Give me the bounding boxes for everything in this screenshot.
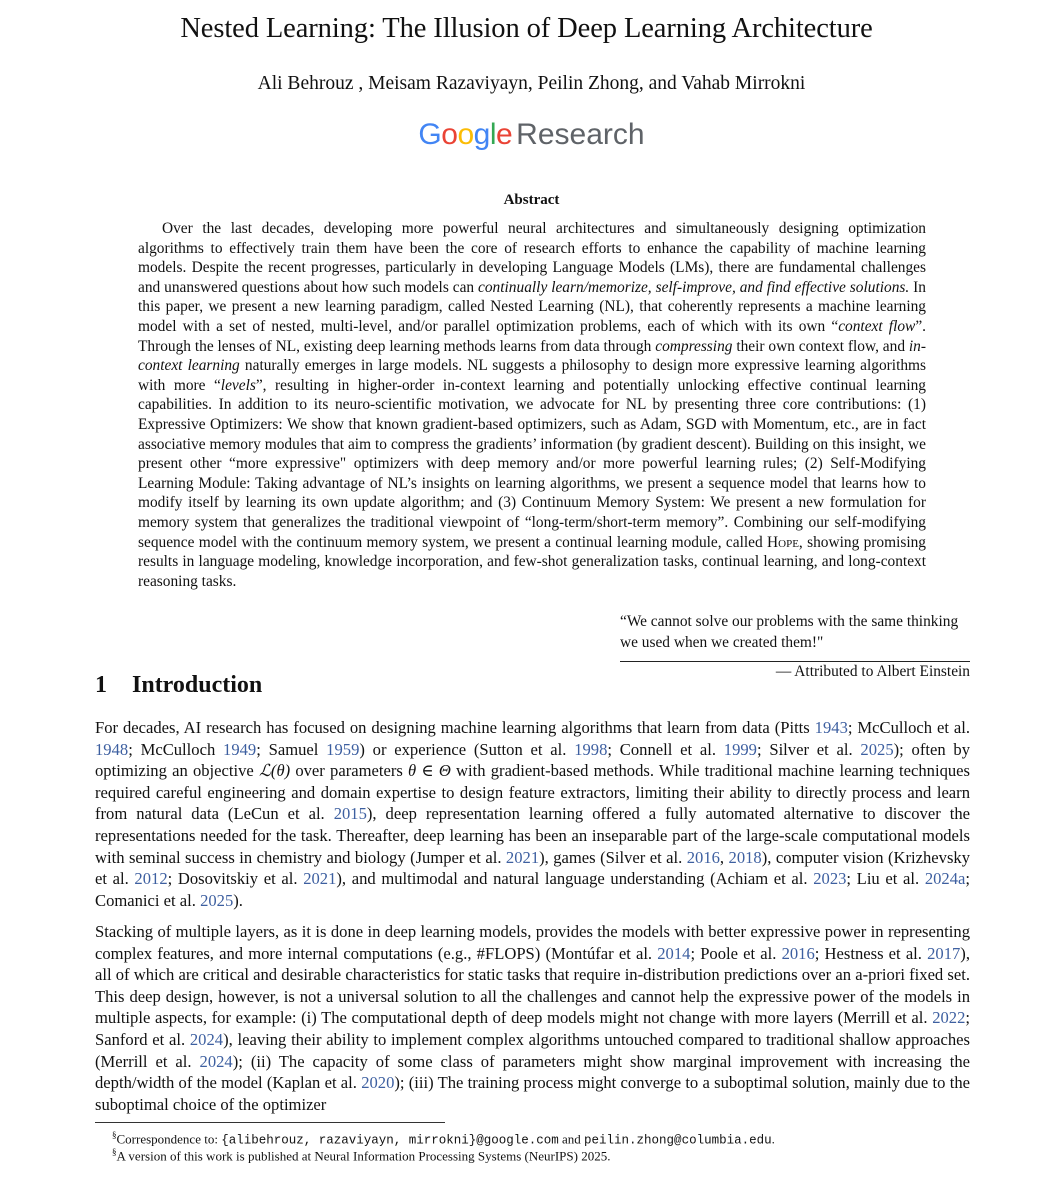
- epigraph-rule: [620, 661, 970, 662]
- section-number: 1: [95, 672, 107, 698]
- citation-link[interactable]: 2020: [361, 1073, 395, 1093]
- footnote-text: Correspondence to:: [116, 1131, 222, 1147]
- section-title: Introduction: [132, 672, 263, 698]
- paragraph-text: ; Liu et al.: [846, 869, 925, 889]
- paragraph-text: Stacking of multiple layers, as it is done in deep learning models, provides the models with better expressive power in representing complex features, and more internal computations (e.g., #FLOPS) (Montúfar et al.: [95, 922, 970, 963]
- citation-link[interactable]: 2012: [134, 869, 168, 889]
- paragraph-text: ), deep representation learning offered a fully automated alternative to discover the representations needed for the task. Thereafter, deep learning has been an inseparable part of the large-scale computational models with seminal success in chemistry and biology (Jumper et al.: [95, 804, 970, 867]
- footnote-mark: §: [112, 1147, 117, 1157]
- abstract-text: ”, resulting in higher-order in-context learning and potentially unlocking effective continual learning capabilities. In addition to its neuro-scientific motivation, we advocate for NL by presenting three core contributions: (1) Expressive Optimizers: We show that known gradient-based optimizers, such as Adam, SGD with Momentum, etc., are in fact associative memory modules that aim to compress the gradients’ information (by gradient descent). Building on this insight, we present other “more expressive" optimizers with deep memory and/or more powerful learning rules; (2) Self-Modifying Learning Module: Taking advantage of NL’s insights on learning algorithms, we present a sequence model that learns how to modify itself by learning its own update algorithm; and (3) Continuum Memory System: We present a new formulation for memory system that generalizes the traditional viewpoint of “long-term/short-term memory”. Combining our self-modifying sequence model with the continuum memory system, we present a continual learning module, called: [138, 376, 926, 551]
- abstract-text: , showing promising results in language modeling, knowledge incorporation, and few-shot generalization tasks, continual learning, and long-context reasoning tasks.: [138, 533, 927, 590]
- paragraph-text: ), computer vision (Krizhevsky et al.: [95, 847, 970, 889]
- abstract-text: In this paper, we present a new learning paradigm, called Nested Learning (NL), that coherently represents a machine learning model with a set of nested, multi-level, and/or parallel optimization problems, each of which with its own “: [138, 278, 926, 335]
- paragraph-text: ).: [233, 890, 243, 910]
- abstract-emphasis: levels: [220, 376, 256, 394]
- abstract-emphasis: continually learn/memorize, self-improve, and find effective solutions.: [478, 278, 910, 296]
- intro-paragraph-1: [95, 717, 970, 911]
- citation-link[interactable]: 2024: [199, 1051, 233, 1071]
- paragraph-text: ) or experience (Sutton et al.: [359, 739, 575, 759]
- abstract-text: their own context flow, and: [732, 337, 909, 355]
- footnote-text: .: [771, 1131, 775, 1147]
- paragraph-text: ); (iii) The training process might converge to a suboptimal solution, mainly due to the suboptimal choice of the optimizer: [95, 1073, 970, 1114]
- hope-model-name: Hope: [767, 533, 799, 551]
- google-letter: o: [457, 118, 474, 151]
- citation-link[interactable]: 2024: [189, 1029, 224, 1049]
- section-heading: [95, 672, 262, 699]
- citation-link[interactable]: 1999: [723, 739, 757, 759]
- google-letter: l: [489, 118, 496, 151]
- citation-link[interactable]: 1943: [814, 718, 848, 737]
- paragraph-text: ), games (Silver et al.: [539, 847, 687, 867]
- citation-link[interactable]: 2024a: [924, 869, 966, 889]
- paragraph-text: with gradient-based methods. While traditional machine learning techniques required careful engineering and domain expertise to design feature extractors, limiting their ability to directly process and learn from natural data (LeCun et al.: [95, 761, 970, 824]
- citation-link[interactable]: 1959: [326, 739, 360, 759]
- paragraph-text: ; Hestness et al.: [814, 943, 928, 963]
- email-columbia[interactable]: peilin.zhong@columbia.edu: [584, 1133, 772, 1148]
- research-wordmark: Research: [516, 118, 645, 151]
- paragraph-text: ); often by optimizing an objective: [95, 739, 970, 781]
- citation-link[interactable]: 2023: [813, 869, 847, 889]
- citation-link[interactable]: 2014: [657, 943, 691, 963]
- paragraph-text: For decades, AI research has focused on designing machine learning algorithms that learn from data (Pitts: [95, 718, 815, 737]
- citation-link[interactable]: 1949: [223, 739, 257, 759]
- footnote-text: A version of this work is published at Neural Information Processing Systems (NeurIPS) 2025.: [116, 1148, 611, 1164]
- paragraph-text: ; McCulloch: [128, 739, 224, 759]
- citation-link[interactable]: 1948: [95, 739, 129, 759]
- paragraph-text: ,: [719, 847, 729, 867]
- author-list: Ali Behrouz , Meisam Razaviyayn, Peilin Zhong, and Vahab Mirrokni: [257, 73, 806, 94]
- math-expression: θ ∈ Θ: [408, 761, 451, 781]
- citation-link[interactable]: 2016: [686, 847, 720, 867]
- paragraph-text: ; Poole et al.: [690, 943, 782, 963]
- google-letter: e: [495, 118, 513, 151]
- footnote-text: and: [558, 1131, 585, 1147]
- intro-paragraph-2: [95, 921, 970, 1115]
- email-google[interactable]: {alibehrouz, razaviyayn, mirrokni}@google.com: [221, 1133, 559, 1148]
- paragraph-text: ; Samuel: [256, 739, 327, 759]
- abstract-emphasis: compressing: [655, 337, 733, 355]
- citation-link[interactable]: 2025: [860, 739, 894, 759]
- paragraph-text: ; Silver et al.: [756, 739, 861, 759]
- abstract-emphasis: context flow: [838, 317, 916, 335]
- google-letter: o: [441, 118, 458, 151]
- paragraph-text: ; Comanici et al.: [95, 869, 970, 910]
- citation-link[interactable]: 2017: [927, 943, 961, 963]
- epigraph-attribution: — Attributed to Albert Einstein: [775, 663, 970, 680]
- paragraph-text: ), leaving their ability to implement complex algorithms untouched compared to traditional shallow approaches (Merrill et al.: [95, 1029, 970, 1071]
- abstract-heading: Abstract: [503, 192, 560, 208]
- google-wordmark: [418, 118, 512, 151]
- paragraph-text: ), and multimodal and natural language understanding (Achiam et al.: [336, 869, 814, 889]
- google-letter: g: [473, 118, 490, 151]
- paragraph-text: ; Dosovitskiy et al.: [167, 869, 304, 889]
- google-research-logo: [0, 118, 1053, 152]
- citation-link[interactable]: 2015: [333, 804, 367, 824]
- paragraph-text: ); (ii) The capacity of some class of parameters might show marginal improvement with increasing the depth/width of the model (Kaplan et al.: [95, 1051, 970, 1093]
- citation-link[interactable]: 2022: [932, 1008, 966, 1028]
- abstract-body: [138, 219, 926, 591]
- paragraph-text: ), all of which are critical and desirable characteristics for static tasks that require in-distribution predictions over an a-priori fixed set. This deep design, however, is not a universal solution to all the challenges and cannot help the expressive power of the models in multiple aspects, for example: (i) The computational depth of deep models might not change with more layers (Merrill et al.: [95, 943, 970, 1028]
- math-expression: ℒ(θ): [258, 761, 291, 781]
- paragraph-text: over parameters: [290, 761, 409, 781]
- abstract-text: ”. Through the lenses of NL, existing deep learning methods learns from data through: [138, 317, 927, 355]
- abstract-text: Over the last decades, developing more powerful neural architectures and simultaneously designing optimization algorithms to effectively train them have been the core of research efforts to enhance the capability of machine learning models. Despite the recent progresses, particularly in developing Language Models (LMs), there are fundamental challenges and unanswered questions about how such models can: [138, 220, 926, 296]
- citation-link[interactable]: 1998: [574, 739, 608, 759]
- citation-link[interactable]: 2016: [781, 943, 815, 963]
- footnote-rule: [95, 1122, 445, 1123]
- citation-link[interactable]: 2021: [303, 869, 337, 889]
- abstract-text: naturally emerges in large models. NL suggests a philosophy to design more expressive learning algorithms with more “: [138, 357, 927, 394]
- paragraph-text: ; Sanford et al.: [95, 1008, 970, 1049]
- citation-link[interactable]: 2025: [200, 890, 234, 910]
- citation-link[interactable]: 2021: [505, 847, 540, 867]
- google-letter: G: [418, 118, 442, 151]
- epigraph-quote: “We cannot solve our problems with the same thinking we used when we created them!": [620, 613, 959, 651]
- paragraph-text: ; Connell et al.: [607, 739, 724, 759]
- abstract-emphasis: in-context learning: [138, 337, 926, 375]
- paper-title: Nested Learning: The Illusion of Deep Learning Architecture: [180, 13, 873, 44]
- paragraph-text: ; McCulloch et al.: [847, 718, 970, 737]
- footnote-mark: §: [112, 1130, 117, 1140]
- footnote-neurips: [112, 1144, 610, 1164]
- citation-link[interactable]: 2018: [728, 847, 762, 867]
